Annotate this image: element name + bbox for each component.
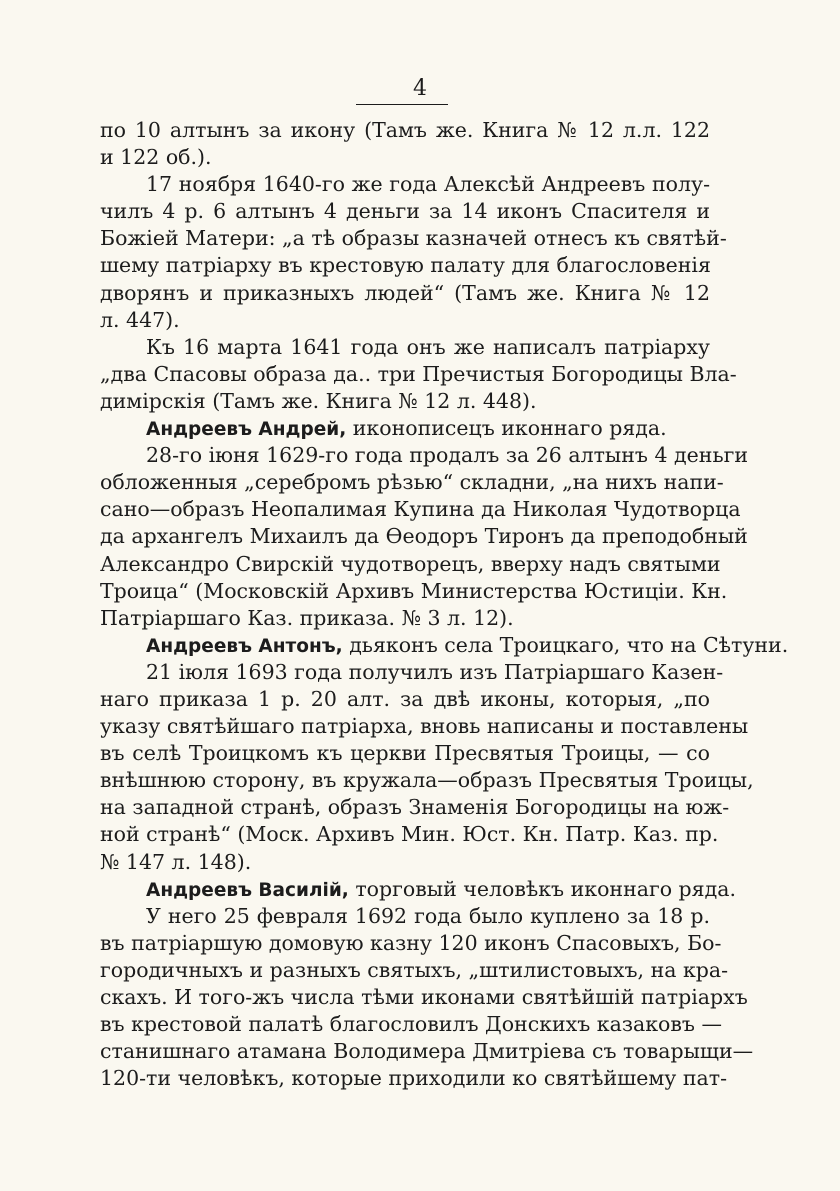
text-line [100,713,749,740]
line-text: въ крестовой палатѣ благословилъ Донскихъ казаковъ — [100,1012,722,1037]
line-text: У него 25 февраля 1692 года было куплено за 18 р. [146,903,710,928]
text-line [100,307,710,334]
text-line [100,957,729,984]
line-text: 28-го іюня 1629-го года продалъ за 26 алтынъ 4 деньги [146,443,749,468]
text-line [100,361,737,388]
text-line [100,821,719,848]
line-text: № 147 л. 148). [100,849,252,874]
line-text: станишнаго атамана Володимера Дмитріева съ товарыщи— [100,1039,754,1064]
line-text: указу святѣйшаго патріарха, вновь написаны и поставлены [100,714,749,739]
line-text: и 122 об.). [100,145,212,170]
line-text: дворянъ и приказныхъ людей“ (Тамъ же. Книга № 12 [100,280,710,305]
text-line [100,496,741,523]
text-line [100,442,749,469]
line-text: по 10 алтынъ за икону (Тамъ же. Книга № 12 л.л. 122 [100,118,710,142]
line-text: димірскія (Тамъ же. Книга № 12 л. 448). [100,388,537,413]
body-text [100,117,789,1092]
line-text: Къ 16 марта 1641 года онъ же написалъ патріарху [146,334,710,359]
text-line [100,984,748,1011]
line-text: чилъ 4 р. 6 алтынъ 4 деньги за 14 иконъ Спасителя и [100,199,710,224]
line-text: 21 іюля 1693 года получилъ изъ Патріаршаго Казен- [146,659,724,684]
page-number: 4 [413,76,427,101]
line-text: ной странѣ“ (Моск. Архивъ Мин. Юст. Кн. Патр. Каз. пр. [100,822,719,847]
text-line [100,1065,728,1092]
text-line [100,117,710,144]
text-line [100,1011,722,1038]
text-line [100,740,710,767]
text-line [100,523,748,550]
line-text: 17 ноября 1640-го же года Алексѣй Андреевъ полу- [146,172,710,197]
text-line [100,415,710,442]
line-text: Троица“ (Московскій Архивъ Министерства Юстиціи. Кн. [100,578,728,603]
line-text: торговый человѣкъ иконнаго ряда. [348,876,736,901]
text-line [100,578,728,605]
text-line [100,280,710,307]
text-line [100,686,710,713]
line-text: „два Спасовы образа да.. три Пречистыя Богородицы Вла- [100,361,737,386]
text-line [100,632,789,659]
line-text: въ патріаршую домовую казну 120 иконъ Спасовыхъ, Бо- [100,930,722,955]
line-text: л. 447). [100,307,180,332]
entry-name: Андреевъ Василій, [146,879,349,901]
text-line [100,849,710,876]
entry-name: Андреевъ Андрей, [146,419,347,441]
text-line [100,334,710,361]
text-line [100,930,722,957]
line-text: Александро Свирскій чудотворецъ, вверху надъ святыми [100,551,721,576]
line-text: дьяконъ села Троицкаго, что на Сѣтуни. [342,632,789,657]
line-text: Патріаршаго Каз. приказа. № 3 л. 12). [100,605,514,630]
line-text: 120-ти человѣкъ, которые приходили ко святѣйшему пат- [100,1066,728,1091]
entry-name: Андреевъ Антонъ, [146,635,343,657]
text-line [100,144,710,171]
line-text: иконописецъ иконнаго ряда. [346,416,667,441]
line-text: внѣшнюю сторону, въ кружала—образъ Пресвятыя Троицы, [100,768,754,793]
text-line [100,469,724,496]
line-text: обложенныя „серебромъ рѣзью“ складни, „на нихъ напи- [100,470,724,495]
line-text: въ селѣ Троицкомъ къ церкви Пресвятыя Троицы, — со [100,741,710,766]
line-text: Божіей Матери: „а тѣ образы казначей отнесъ къ святѣй- [100,226,727,251]
text-line [100,198,710,225]
line-text: да архангелъ Михаилъ да Ѳеодоръ Тиронъ да преподобный [100,524,748,549]
line-text: городичныхъ и разныхъ святыхъ, „штилистовыхъ, на кра- [100,957,729,982]
line-text: на западной странѣ, образъ Знаменія Богородицы на юж- [100,795,730,820]
text-line [100,659,724,686]
text-line [100,767,754,794]
text-line [100,794,730,821]
text-line [100,876,736,903]
text-line [100,1038,754,1065]
text-line [100,171,710,198]
line-text: наго приказа 1 р. 20 алт. за двѣ иконы, которыя, „по [100,686,710,711]
text-line [100,903,710,930]
text-line [100,225,727,252]
text-line [100,605,710,632]
text-line [100,252,710,279]
line-text: сано—образъ Неопалимая Купина да Николая Чудотворца [100,497,741,522]
line-text: шему патріарху въ крестовую палату для благословенія [100,253,711,278]
header-rule [356,104,448,105]
line-text: скахъ. И того-жъ числа тѣми иконами святѣйшій патріархъ [100,985,748,1009]
text-line [100,388,710,415]
text-line [100,551,721,578]
